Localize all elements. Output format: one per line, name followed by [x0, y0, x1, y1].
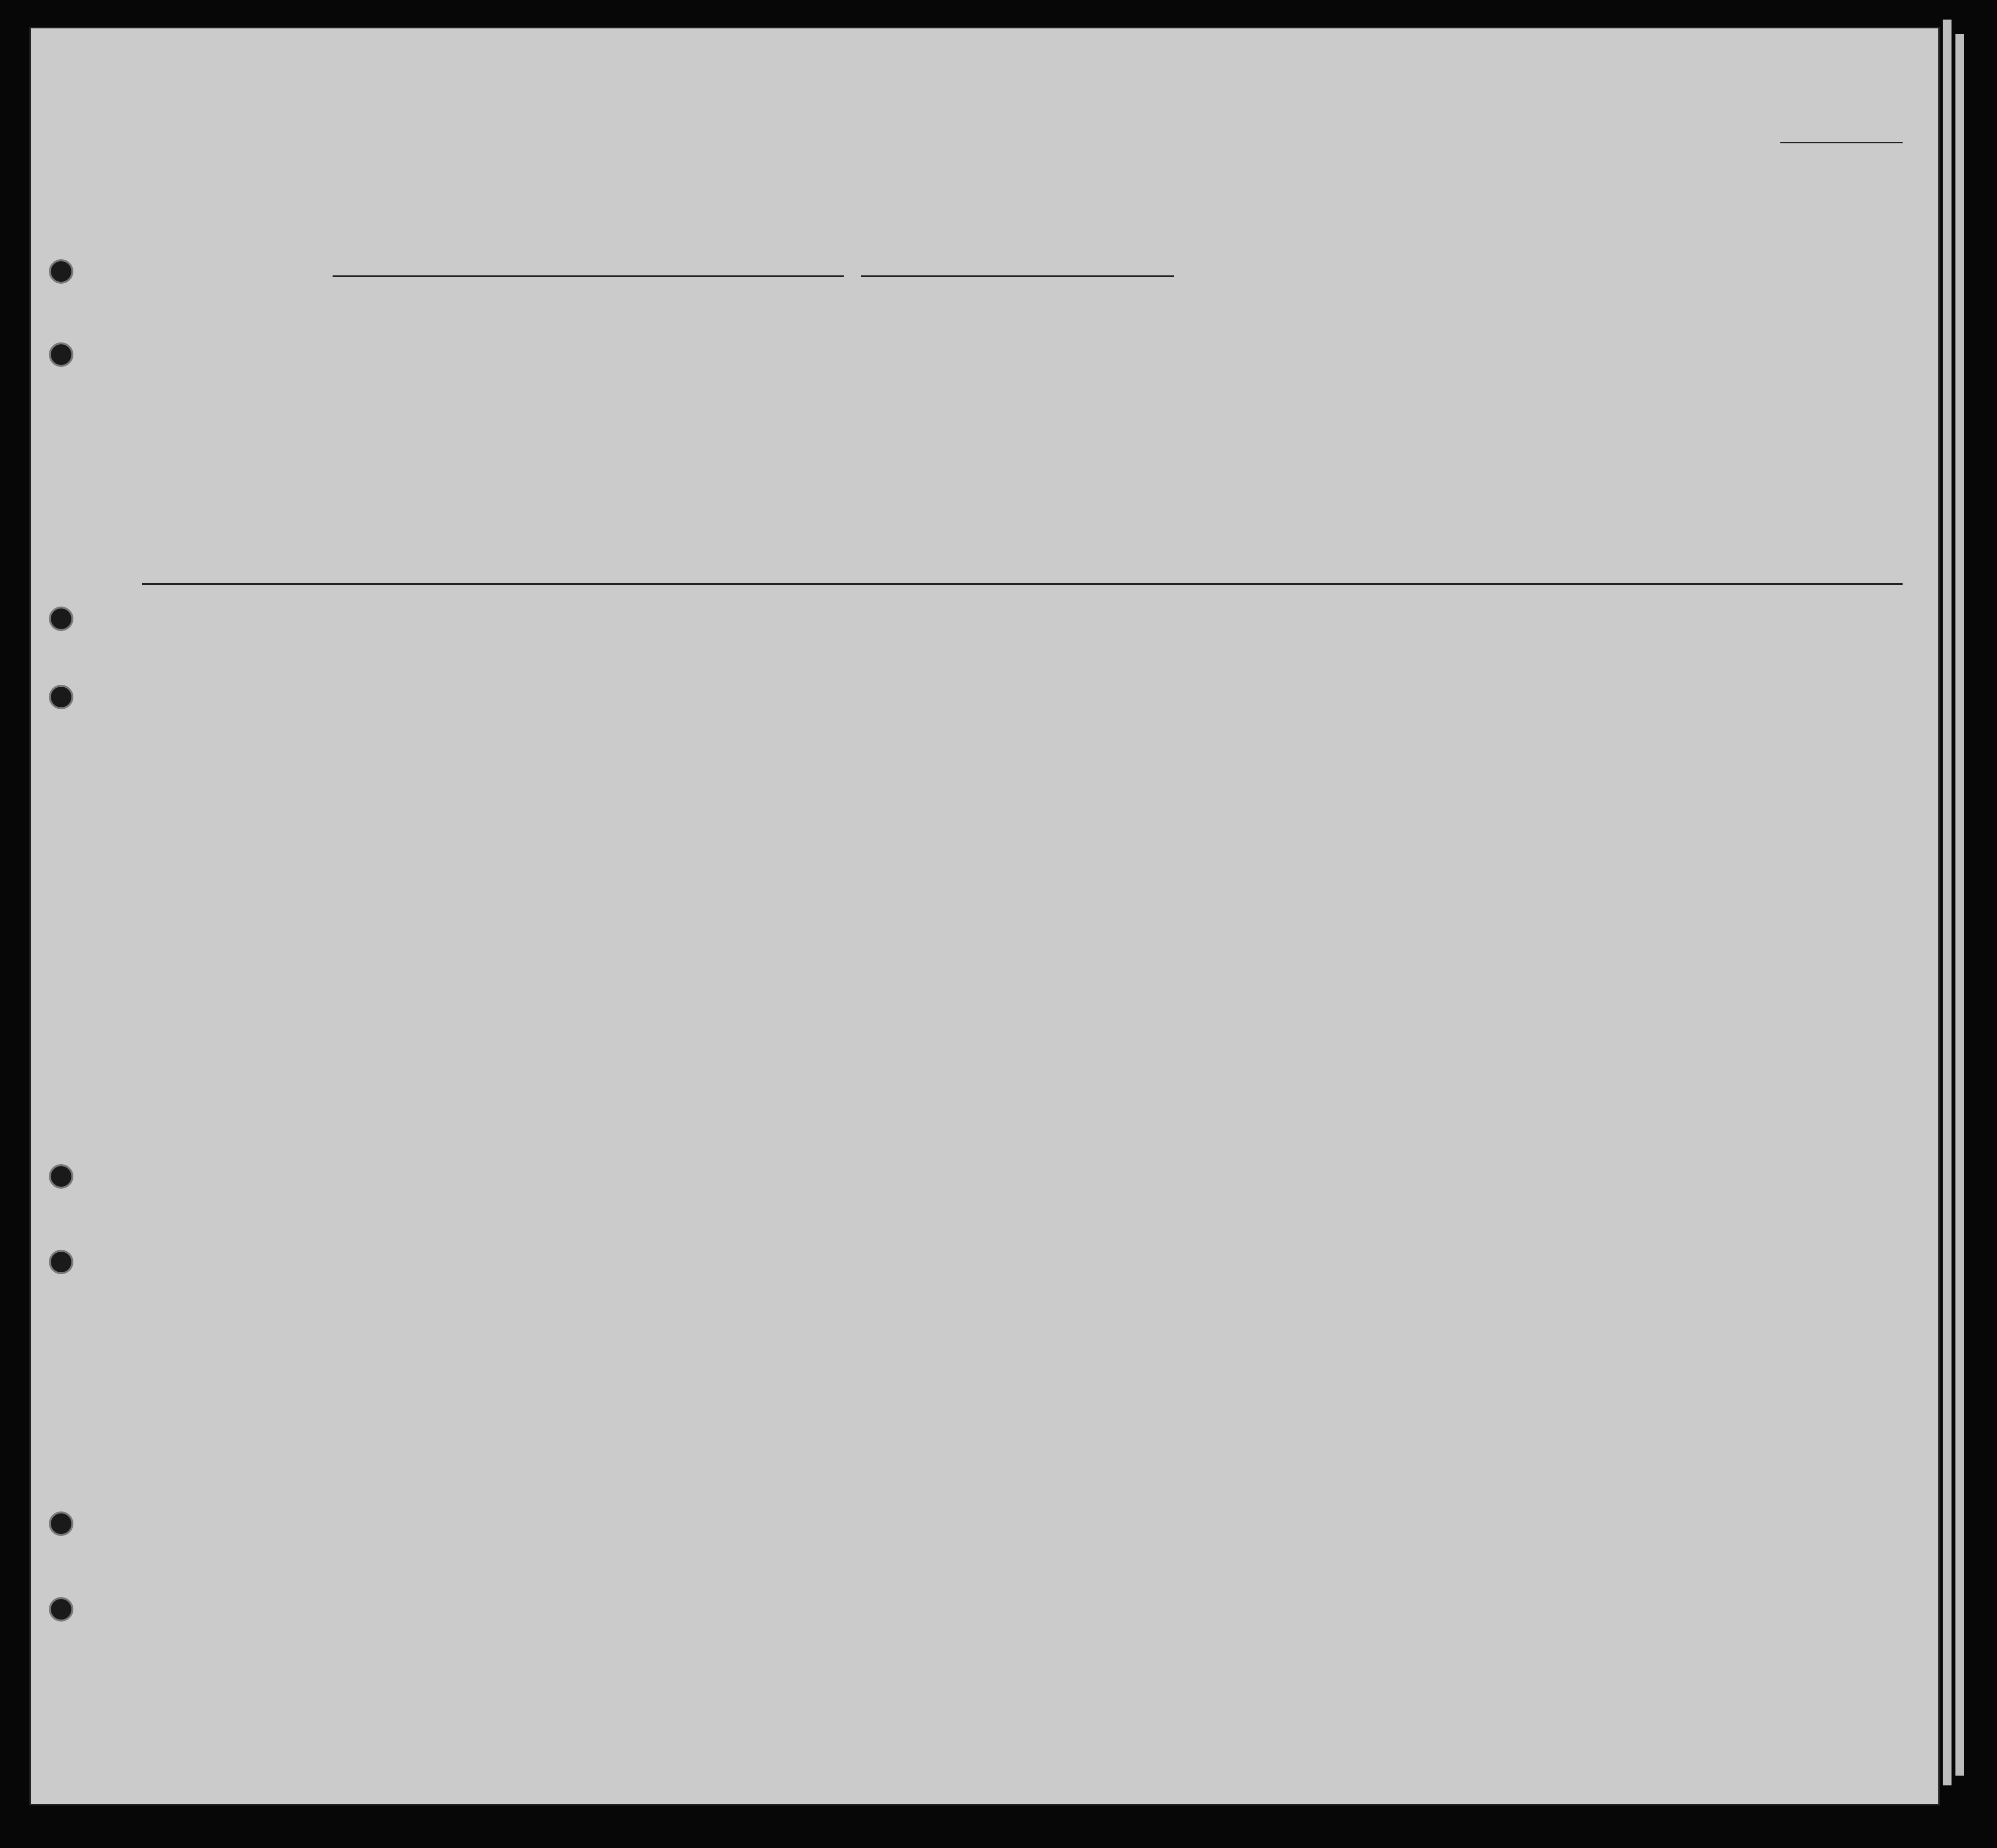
row2-strike-rule: [142, 583, 1903, 585]
